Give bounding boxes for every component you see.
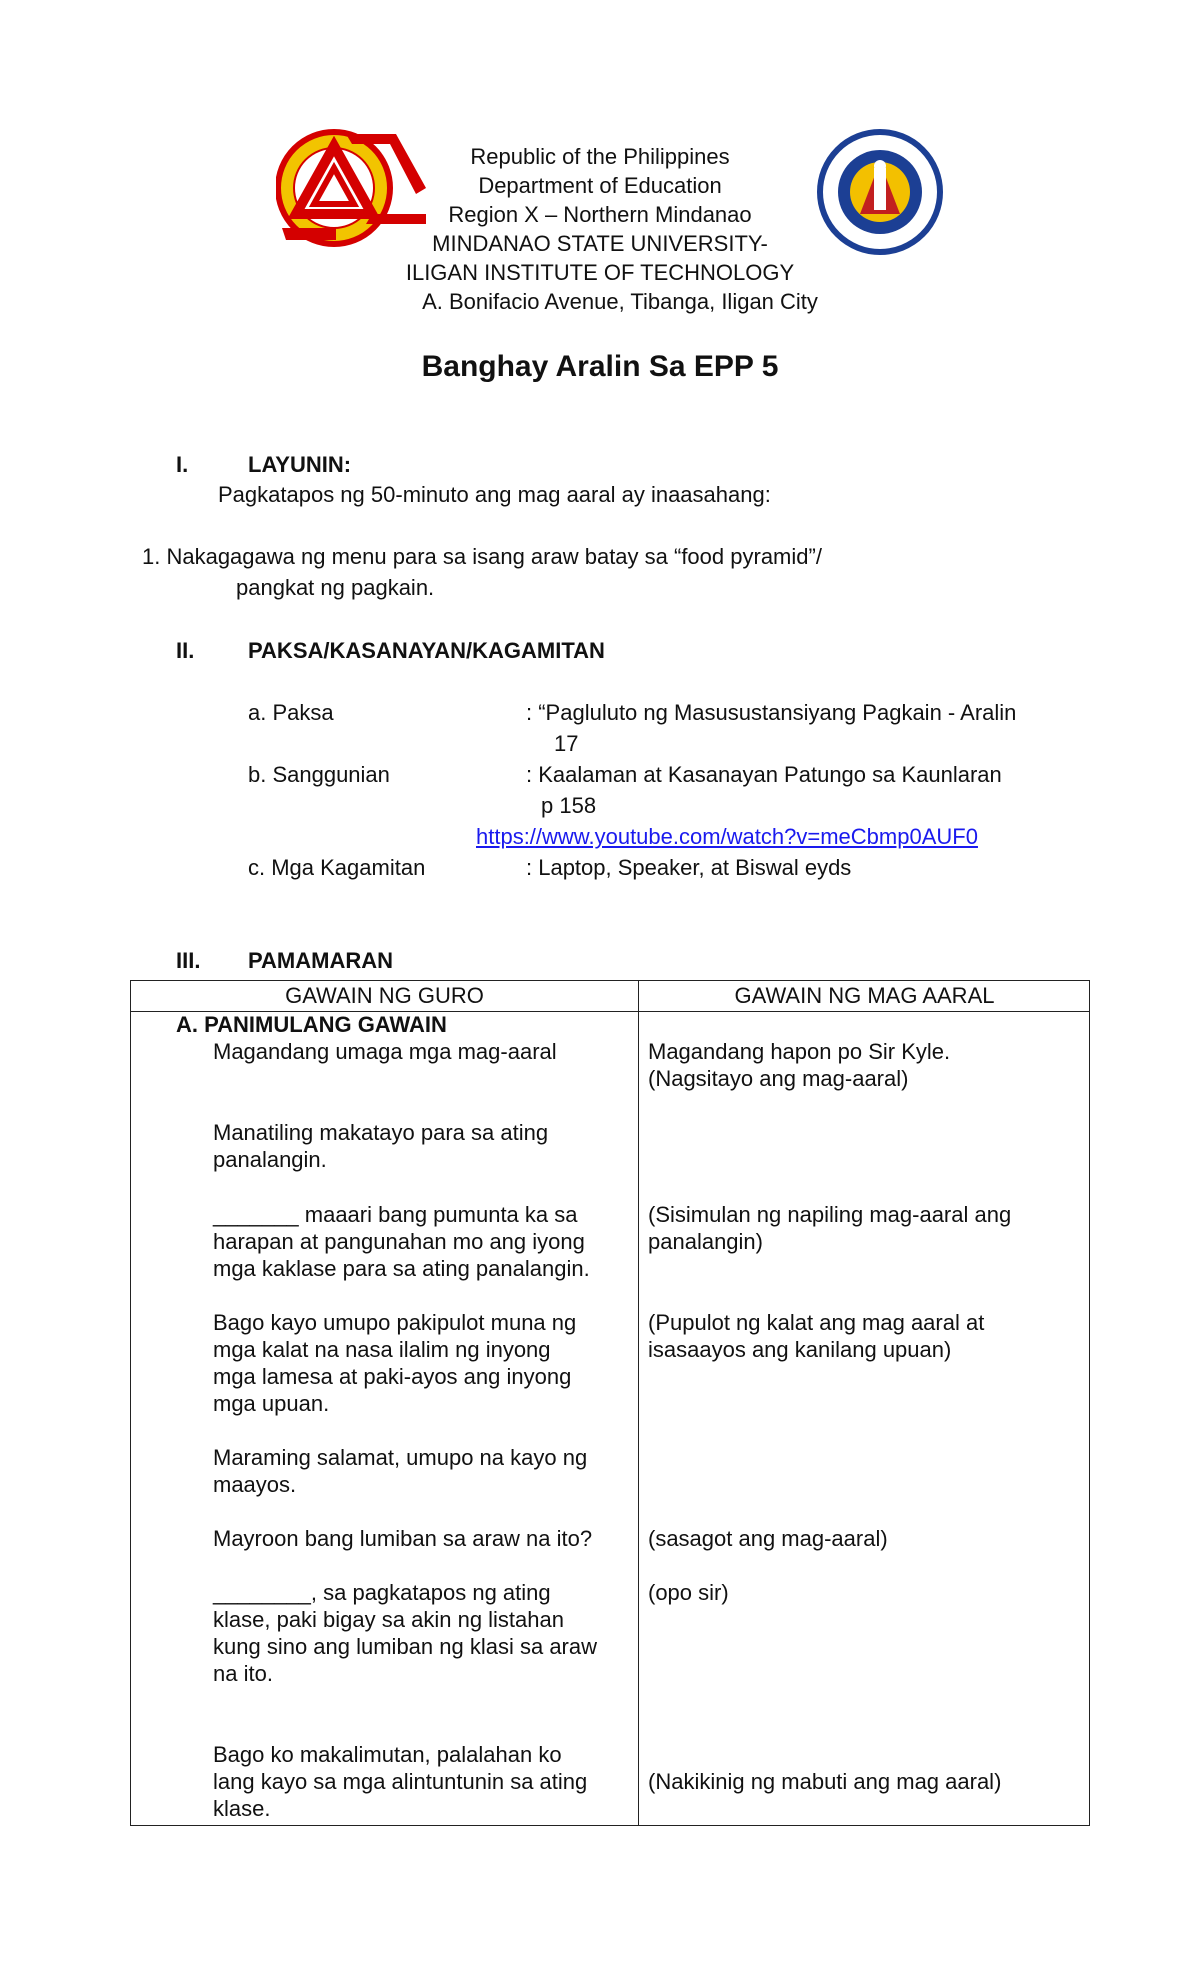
header-institute: ILIGAN INSTITUTE OF TECHNOLOGY: [405, 260, 795, 285]
teacher-row: _______ maaari bang pumunta ka sa harapan at pangunahan mo ang iyong mga kaklase para sa ating panalangin.: [213, 1202, 590, 1281]
objective-item-1: 1. Nakagagawa ng menu para sa isang araw batay sa “food pyramid”/: [142, 544, 822, 569]
student-row: (Nakikinig ng mabuti ang mag aaral): [648, 1769, 1002, 1794]
header-region: Region X – Northern Mindanao: [448, 202, 752, 227]
teacher-row: Mayroon bang lumiban sa araw na ito?: [213, 1526, 593, 1551]
reference-link[interactable]: https://www.youtube.com/watch?v=meCbmp0AUF0: [476, 824, 978, 849]
reference-value: : Kaalaman at Kasanayan Patungo sa Kaunlaran: [526, 762, 1002, 787]
document-title: Banghay Aralin Sa EPP 5: [421, 350, 779, 383]
teacher-row: Magandang umaga mga mag-aaral: [213, 1039, 557, 1064]
section1-number: I.: [176, 452, 189, 477]
teacher-row: Maraming salamat, umupo na kayo ng maayos.: [213, 1445, 588, 1497]
teacher-row: Manatiling makatayo para sa ating panalangin.: [213, 1120, 549, 1172]
materials-label: c. Mga Kagamitan: [248, 855, 426, 880]
section3-number: III.: [176, 948, 201, 973]
procedure-table: [130, 980, 1090, 1826]
objective-item-1-cont: pangkat ng pagkain.: [236, 575, 435, 600]
table-subheading: A. PANIMULANG GAWAIN: [176, 1012, 447, 1037]
student-row: (sasagot ang mag-aaral): [648, 1526, 888, 1551]
section3-heading: PAMAMARAN: [248, 948, 394, 973]
reference-page: p 158: [541, 793, 597, 818]
header-address: A. Bonifacio Avenue, Tibanga, Iligan City: [422, 289, 818, 314]
student-row: (Sisimulan ng napiling mag-aaral ang panalangin): [648, 1202, 1012, 1254]
section2-heading: PAKSA/KASANAYAN/KAGAMITAN: [248, 638, 605, 663]
section1-intro: Pagkatapos ng 50-minuto ang mag aaral ay inaasahang:: [218, 482, 771, 507]
topic-value: : “Pagluluto ng Masusustansiyang Pagkain - Aralin: [526, 700, 1017, 725]
teacher-row: ________, sa pagkatapos ng ating klase, paki bigay sa akin ng listahan kung sino ang lumiban ng klasi sa araw na ito.: [213, 1580, 598, 1686]
teacher-row: Bago ko makalimutan, palalahan ko lang kayo sa mga alintuntunin sa ating klase.: [213, 1742, 588, 1821]
materials-value: : Laptop, Speaker, at Biswal eyds: [526, 855, 852, 880]
section1-heading: LAYUNIN:: [248, 452, 352, 477]
student-column-header: GAWAIN NG MAG AARAL: [734, 983, 995, 1008]
student-row: Magandang hapon po Sir Kyle. (Nagsitayo ang mag-aaral): [648, 1039, 951, 1091]
reference-label: b. Sanggunian: [248, 762, 390, 787]
student-row: (Pupulot ng kalat ang mag aaral at isasaayos ang kanilang upuan): [648, 1310, 985, 1362]
student-row: (opo sir): [648, 1580, 729, 1605]
column-divider: [638, 981, 639, 1825]
topic-value-cont: 17: [554, 731, 579, 756]
header-department: Department of Education: [478, 173, 722, 198]
section2-number: II.: [176, 638, 195, 663]
header-republic: Republic of the Philippines: [470, 144, 730, 169]
teacher-row: Bago kayo umupo pakipulot muna ng mga kalat na nasa ilalim ng inyong mga lamesa at paki-ayos ang inyong mga upuan.: [213, 1310, 577, 1416]
teacher-column-header: GAWAIN NG GURO: [285, 983, 484, 1008]
topic-label: a. Paksa: [248, 700, 334, 725]
header-university: MINDANAO STATE UNIVERSITY-: [432, 231, 768, 256]
